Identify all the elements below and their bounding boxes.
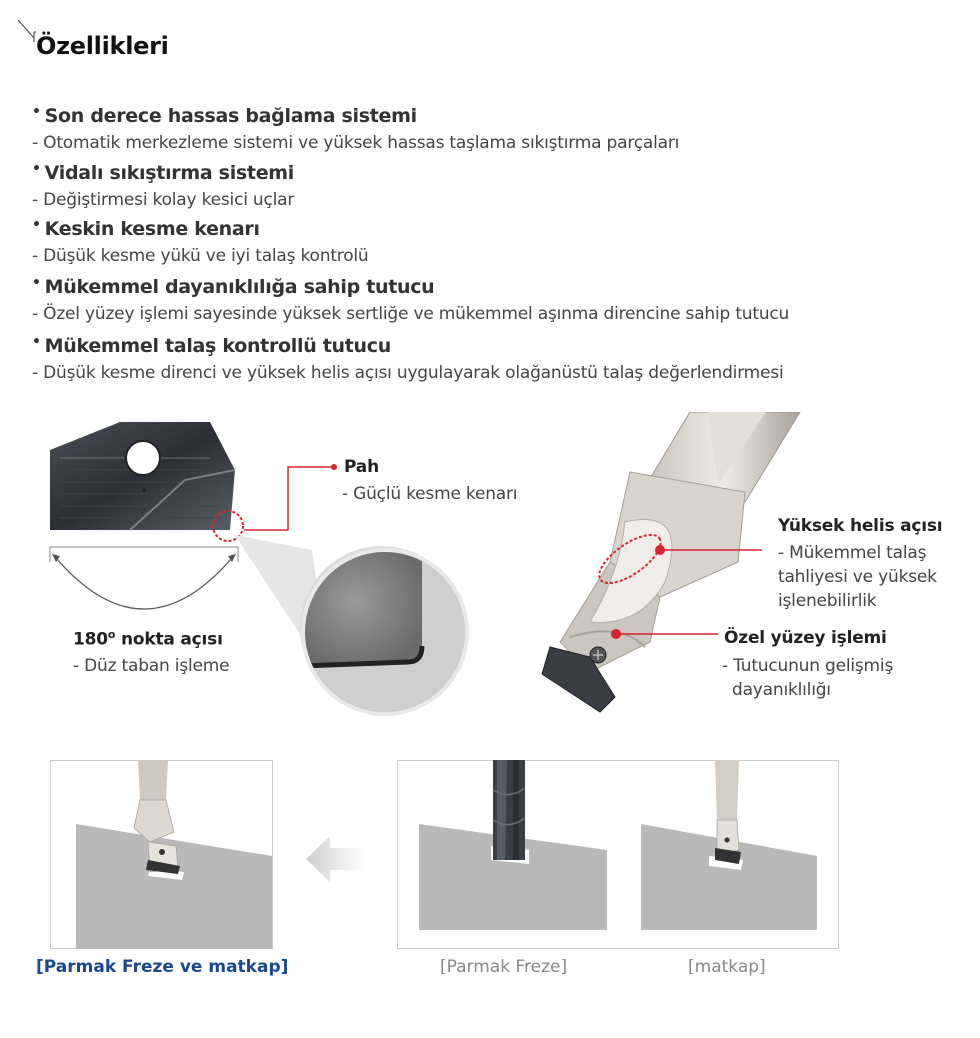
feature-desc: - Otomatik merkezleme sistemi ve yüksek hassas taşlama sıkıştırma parçaları xyxy=(32,133,680,153)
title-corner-mark xyxy=(18,20,36,42)
bullet-icon: • xyxy=(32,104,41,120)
helix-title: Yüksek helis açısı xyxy=(778,516,943,536)
page-title: Özellikleri xyxy=(36,32,169,60)
separate-tools-box xyxy=(397,760,840,950)
feature-title: Vidalı sıkıştırma sistemi xyxy=(44,162,294,184)
feature-title: Mükemmel talaş kontrollü tutucu xyxy=(44,335,391,357)
endmill-tool xyxy=(493,760,525,860)
point-angle-title: 180$^o$ nokta açısı xyxy=(73,628,223,650)
combined-caption: [Parmak Freze ve matkap] xyxy=(36,957,289,977)
surface-desc-2: dayanıklılığı xyxy=(732,680,831,700)
feature-title: Son derece hassas bağlama sistemi xyxy=(44,105,417,127)
feature-item-1 xyxy=(32,104,679,153)
insert-screw-hole xyxy=(126,441,160,475)
combined-tool-box xyxy=(50,760,274,950)
feature-desc: - Düşük kesme direnci ve yüksek helis açısı uygulayarak olağanüstü talaş değerlendirmesi xyxy=(32,363,784,383)
bullet-icon: • xyxy=(32,275,41,291)
bullet-icon: • xyxy=(32,161,41,177)
pah-title: Pah xyxy=(344,457,379,477)
drill-tool xyxy=(715,760,741,864)
feature-title: Mükemmel dayanıklılığa sahip tutucu xyxy=(44,276,435,298)
feature-title: Keskin kesme kenarı xyxy=(44,218,260,240)
helix-desc-1: - Mükemmel talaş xyxy=(778,543,927,563)
bullet-icon: • xyxy=(32,334,41,350)
feature-desc: - Değiştirmesi kolay kesici uçlar xyxy=(32,190,295,210)
arrow-left-icon xyxy=(306,836,364,882)
drill-caption: [matkap] xyxy=(688,957,766,977)
helix-desc-3: işlenebilirlik xyxy=(778,591,877,611)
surface-desc-1: - Tutucunun gelişmiş xyxy=(722,656,894,676)
feature-desc: - Özel yüzey işlemi sayesinde yüksek sertliğe ve mükemmel aşınma direncine sahip tutucu xyxy=(32,304,790,324)
angle-arc xyxy=(56,558,232,609)
pah-desc: - Güçlü kesme kenarı xyxy=(342,484,518,504)
feature-item-5 xyxy=(32,334,783,383)
feature-item-2 xyxy=(32,161,294,210)
feature-desc: - Düşük kesme yükü ve iyi talaş kontrolü xyxy=(32,246,369,266)
insert-illustration xyxy=(30,410,490,730)
point-angle-desc: - Düz taban işleme xyxy=(73,656,230,676)
bullet-icon: • xyxy=(32,217,41,233)
surface-title: Özel yüzey işlemi xyxy=(724,628,887,648)
feature-item-4 xyxy=(32,275,789,324)
endmill-caption: [Parmak Freze] xyxy=(440,957,568,977)
helix-desc-2: tahliyesi ve yüksek xyxy=(778,567,937,587)
feature-item-3 xyxy=(32,217,369,266)
